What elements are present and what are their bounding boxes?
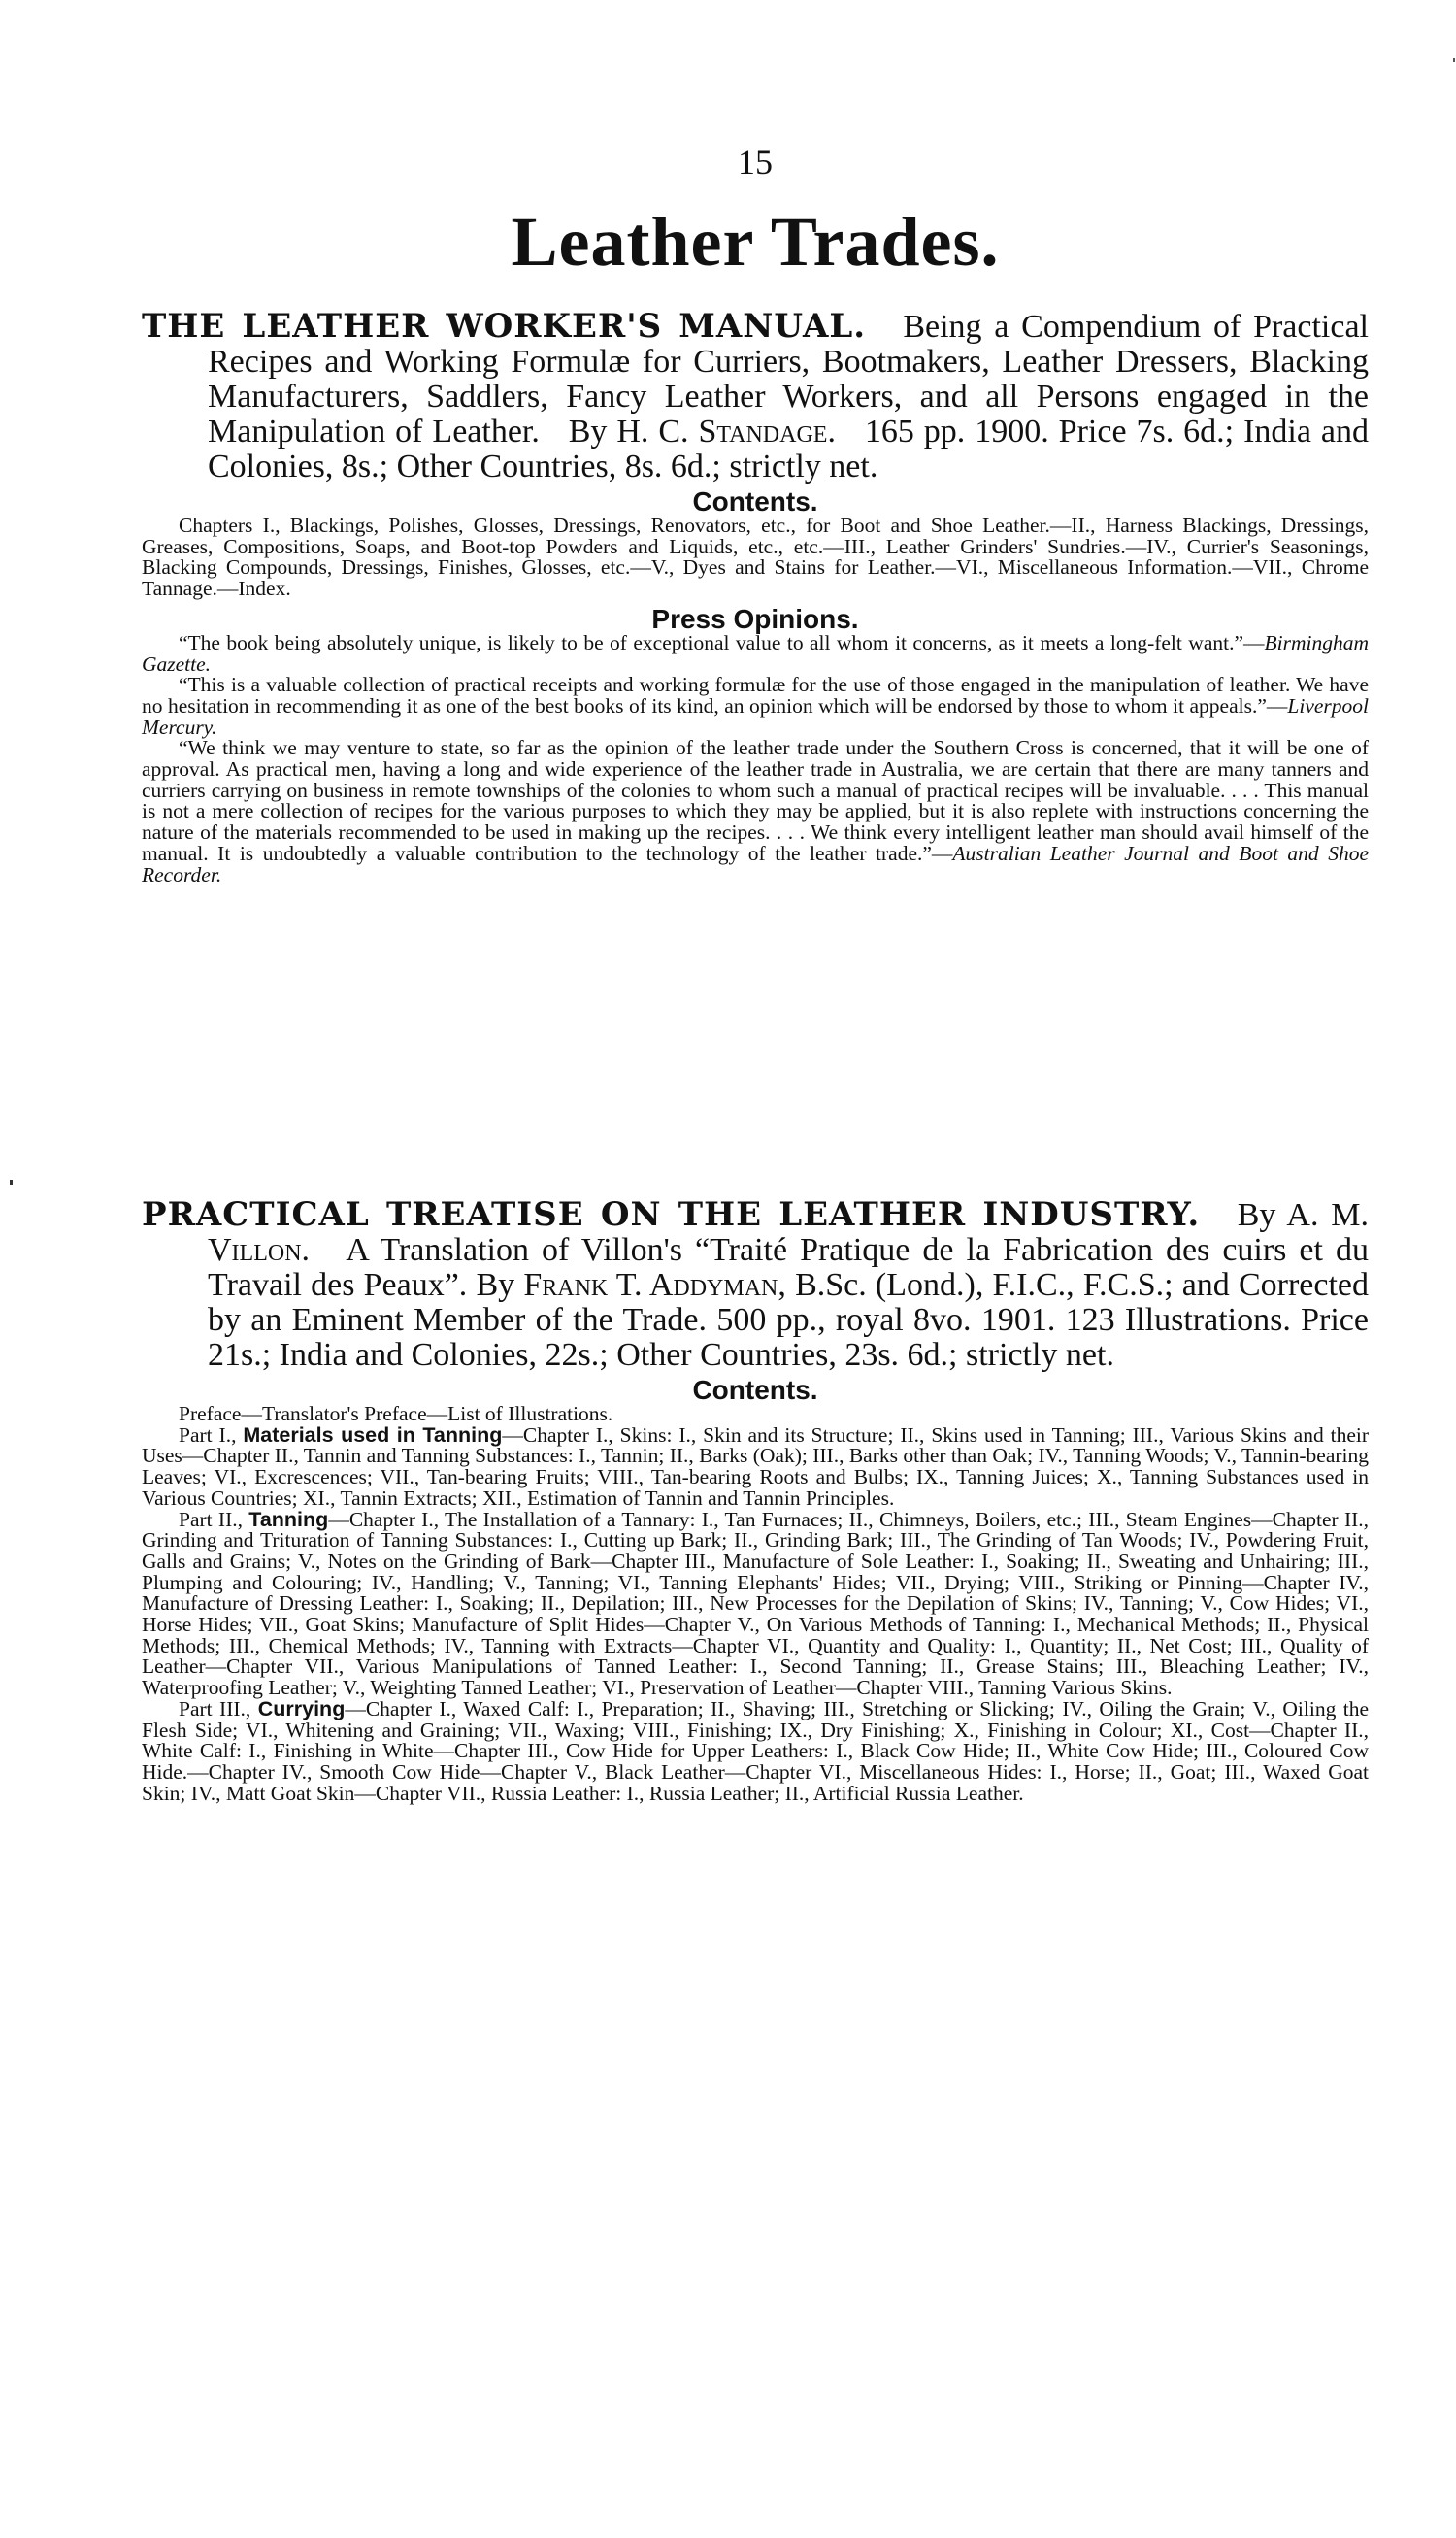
contents-heading: Contents. [692,1375,818,1405]
book-entry-practical-treatise [142,1197,1369,1804]
part-text: —Chapter I., Waxed Calf: I., Preparation; II., Shaving; III., Stretching or Slicking; IV., Oiling the Grain; V., Oiling the Flesh Side; VI., Whitening and Graining; VII., Waxing; VIII., Finishing; IX., Dry Finishing; X., Finishing in Colour; XI., Cost—Chapter II., White Calf: I., Finishing in White—Chapter III., Cow Hide for Upper Leathers: I., Black Cow Hide; II., White Cow Hide; III., Coloured Cow Hide.—Chapter IV., Smooth Cow Hide—Chapter V., Black Leather—Chapter VI., Miscellaneous Hides: I., Horse; II., Goat; III., Waxed Goat Skin; IV., Matt Goat Skin—Chapter VII., Russia Leather: I., Russia Leather; II., Artificial Russia Leather. [142,1696,1370,1805]
part-name: Tanning [248,1507,329,1531]
by-label: By A. M. [1237,1197,1370,1233]
press-source: Australian Leather Journal and Boot and Shoe Recorder. [142,841,1369,886]
press-quote: “This is a valuable collection of practical receipts and working formulæ for the use of those engaged in the manipulation of leather. We have no hesitation in recommending it as one of the best books of its kind, an opinion which will be endorsed by those to whom it appeals.”— [142,673,1369,718]
press-source: Liverpool Mercury. [142,693,1369,739]
preface-line: Preface—Translator's Preface—List of Illustrations. [179,1402,613,1425]
scan-speck [10,1180,13,1185]
press-opinions-heading: Press Opinions. [651,603,859,634]
press-quote: “The book being absolutely unique, is likely to be of exceptional value to all whom it concerns, as it meets a long-felt want.”— [179,630,1265,654]
book-title: THE LEATHER WORKER'S MANUAL. [142,307,867,346]
by-label: By H. C. [568,414,689,450]
author-name: Standage. [698,414,836,450]
book-description: A Translation of Villon's “Traité Pratique de la Fabrication des cuirs et du Travail des Peaux”. By [208,1232,1370,1303]
part-name: Currying [257,1696,346,1720]
press-opinion [142,630,1369,676]
part-label: Part I., [179,1422,237,1447]
book-entry-leather-workers-manual [142,309,1369,885]
page-number: 15 [738,143,773,182]
part-name: Materials used in Tanning [243,1422,503,1447]
author-name: Villon. [208,1232,311,1268]
book-title: PRACTICAL TREATISE ON THE LEATHER INDUSTRY. [142,1195,1201,1234]
entry-heading [142,1197,1369,1373]
contents-text: Chapters I., Blackings, Polishes, Glosses, Dressings, Renovators, etc., for Boot and Shoe Leather.—II., Harness Blackings, Dressings, Greases, Compositions, Soaps, and Boot-top Powders and Liquids, etc., etc.—III., Leather Grinders' Sundries.—IV., Currier's Seasonings, Blacking Compounds, Dressings, Finishes, Glosses, etc.—V., Dyes and Stains for Leather.—VI., Miscellaneous Information.—VII., Chrome Tannage.—Index. [142,514,1369,601]
entry-heading [142,309,1369,484]
press-opinion [142,675,1369,738]
contents-part-3 [142,1696,1370,1805]
part-label: Part II., [179,1507,243,1531]
translator-name: Frank T. Addyman, [523,1267,786,1303]
publication-details: B.Sc. (Lond.), F.I.C., F.C.S.; and Corrected by an Eminent Member of the Trade. 500 pp., royal 8vo. 1901. 123 Illustrations. Price 21s.; India and Colonies, 22s.; Other Countries, 23s. 6d.; strictly net. [208,1267,1370,1373]
press-source: Birmingham Gazette. [142,630,1369,676]
part-text: —Chapter I., Skins: I., Skin and its Structure; II., Skins used in Tanning; III., Various Skins and their Uses—Chapter II., Tannin and Tanning Substances: I., Tannin; II., Barks (Oak); III., Barks other than Oak; IV., Tanning Woods; V., Tannin-bearing Leaves; VI., Excrescences; VII., Tan-bearing Fruits; VIII., Tan-bearing Roots and Bulbs; IX., Tanning Juices; X., Tanning Substances used in Various Countries; XI., Tannin Extracts; XII., Estimation of Tannin and Tannin Principles. [142,1422,1369,1510]
page-title: Leather Trades. [511,203,1000,281]
book-description: Being a Compendium of Practical Recipes and Working Formulæ for Curriers, Bootmakers, Leather Dressers, Blacking Manufacturers, Saddlers, Fancy Leather Workers, and all Persons engaged in the Manipulation of Leather. [208,309,1370,450]
press-quote: “We think we may venture to state, so far as the opinion of the leather trade under the Southern Cross is concerned, that it will be one of approval. As practical men, having a long and wide experience of the leather trade in Australia, we are certain that there are many tanners and curriers carrying on business in remote townships of the colonies to whom such a manual of practical recipes will be invaluable. . . . This manual is not a mere collection of recipes for the various purposes to which they may be applied, but it is also replete with instructions concerning the nature of the materials recommended to be used in making up the recipes. . . . We think every intelligent leather man should avail himself of the manual. It is undoubtedly a valuable contribution to the technology of the leather trade.”— [142,736,1369,865]
contents-part-1 [142,1422,1369,1510]
press-opinion [142,738,1369,885]
contents-part-2 [142,1507,1370,1700]
part-text: —Chapter I., The Installation of a Tannary: I., Tan Furnaces; II., Chimneys, Boilers, etc.; III., Steam Engines—Chapter II., Grinding and Trituration of Tanning Substances: I., Cutting up Bark; II., Grinding Bark; III., The Grinding of Tan Woods; IV., Powdering Fruit, Galls and Grains; V., Notes on the Grinding of Bark—Chapter III., Manufacture of Sole Leather: I., Soaking; II., Sweating and Unhairing; III., Plumping and Colouring; IV., Handling; V., Tanning; VI., Tanning Elephants' Hides; VII., Drying; VIII., Striking or Pinning—Chapter IV., Manufacture of Dressing Leather: I., Soaking; II., Depilation; III., New Processes for the Depilation of Skins; IV., Tanning; V., Cow Hides; VI., Horse Hides; VII., Goat Skins; Manufacture of Split Hides—Chapter V., On Various Methods of Tanning: I., Mechanical Methods; II., Physical Methods; III., Chemical Methods; IV., Tanning with Extracts—Chapter VI., Quantity and Quality: I., Quantity; II., Net Cost; III., Quality of Leather—Chapter VII., Various Manipulations of Tanned Leather: I., Second Tanning; II., Grease Stains; III., Bleaching Leather; IV., Waterproofing Leather; V., Weighting Tanned Leather; VI., Preservation of Leather—Chapter VIII., Tanning Various Skins. [142,1507,1370,1700]
part-label: Part III., [179,1696,251,1720]
publication-details: 165 pp. 1900. Price 7s. 6d.; India and Colonies, 8s.; Other Countries, 8s. 6d.; strictly net. [208,414,1369,484]
contents-heading: Contents. [692,486,818,517]
scan-speck [1453,58,1455,62]
